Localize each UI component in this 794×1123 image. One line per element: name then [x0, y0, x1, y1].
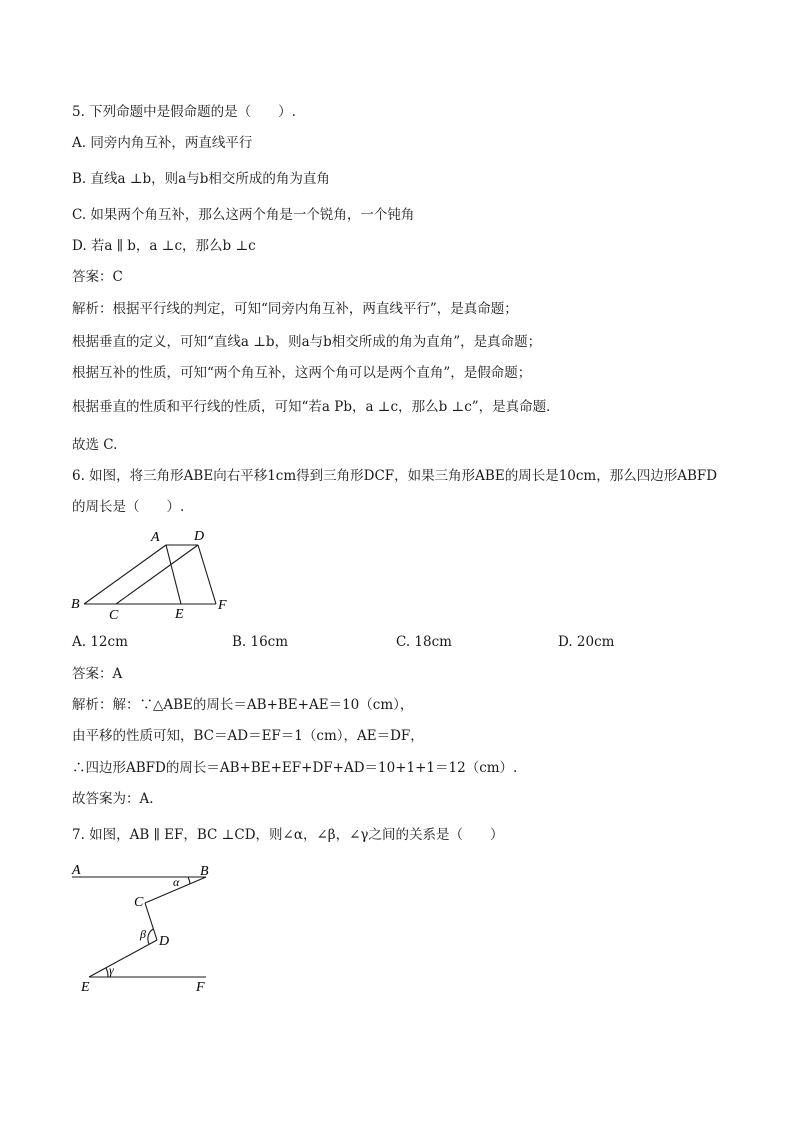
- q6-figure-translation: [64, 526, 244, 626]
- q5-analysis-line: 解析：根据平行线的判定，可知“同旁内角互补，两直线平行”，是真命题；: [72, 301, 518, 317]
- label-beta: β: [140, 927, 146, 941]
- q6-analysis-line: 解析：解：∵△ABE的周长＝AB+BE+AE＝10（cm），: [72, 697, 414, 713]
- label-e: E: [81, 980, 90, 995]
- label-f: F: [196, 980, 205, 995]
- q6-analysis-line: ∴四边形ABFD的周长＝AB+BE+EF+DF+AD＝10+1+1＝12（cm）.: [72, 760, 518, 776]
- label-c: C: [134, 895, 144, 910]
- label-b: B: [200, 864, 209, 879]
- angle-alpha-arc: [188, 877, 190, 884]
- q6-option-a: A. 12cm: [72, 634, 128, 650]
- q6-option-d: D. 20cm: [558, 634, 615, 650]
- label-a: A: [72, 863, 81, 878]
- q7-stem: 7. 如图，AB ∥ EF，BC ⊥CD，则∠α，∠β，∠γ之间的关系是（ ）: [72, 827, 504, 843]
- segment-de: [89, 940, 157, 977]
- q5-conclusion: 故选 C.: [72, 437, 118, 453]
- label-alpha: α: [173, 875, 180, 889]
- q6-answer: 答案：A: [72, 666, 123, 682]
- angle-beta-arc: [148, 929, 153, 944]
- q5-option-d: D. 若a ∥ b，a ⊥c，那么b ⊥c: [72, 238, 256, 254]
- q6-stem: 6. 如图，将三角形ABE向右平移1cm得到三角形DCF，如果三角形ABE的周长是10cm，那么四边形ABFD: [72, 468, 718, 484]
- q6-stem-cont: 的周长是（ ）.: [72, 499, 185, 515]
- label-gamma: γ: [109, 963, 114, 977]
- label-d: D: [159, 934, 170, 949]
- label-b: B: [71, 597, 80, 612]
- q6-conclusion: 故答案为：A.: [72, 791, 154, 807]
- q5-option-b: B. 直线a ⊥b，则a与b相交所成的角为直角: [72, 171, 330, 187]
- q5-analysis-line: 根据垂直的性质和平行线的性质，可知“若a Pb，a ⊥c，那么b ⊥c”，是真命题．: [72, 399, 560, 415]
- label-c: C: [109, 608, 119, 623]
- q6-option-c: C. 18cm: [396, 634, 452, 650]
- q5-option-c: C. 如果两个角互补，那么这两个角是一个锐角，一个钝角: [72, 207, 415, 223]
- segment-ae: [166, 545, 181, 604]
- label-d: D: [194, 529, 205, 544]
- angle-gamma-arc: [106, 968, 108, 977]
- q7-figure-parallel-lines: [64, 856, 234, 1001]
- q5-answer: 答案：C: [72, 269, 123, 285]
- segment-ab: [84, 545, 166, 604]
- q5-analysis-line: 根据互补的性质，可知“两个角互补，这两个角可以是两个直角”，是假命题；: [72, 365, 532, 381]
- segment-df: [198, 545, 216, 604]
- segment-dc: [116, 545, 198, 604]
- q5-option-a: A. 同旁内角互补，两直线平行: [72, 135, 253, 151]
- label-e: E: [175, 607, 184, 622]
- q5-stem: 5. 下列命题中是假命题的是（ ）.: [72, 104, 296, 120]
- label-a: A: [151, 530, 160, 545]
- q6-option-b: B. 16cm: [232, 634, 289, 650]
- label-f: F: [218, 598, 227, 613]
- q5-analysis-line: 根据垂直的定义，可知“直线a ⊥b，则a与b相交所成的角为直角”，是真命题；: [72, 334, 542, 350]
- q6-analysis-line: 由平移的性质可知，BC＝AD＝EF＝1（cm），AE＝DF，: [72, 728, 424, 744]
- segment-cd: [145, 903, 157, 940]
